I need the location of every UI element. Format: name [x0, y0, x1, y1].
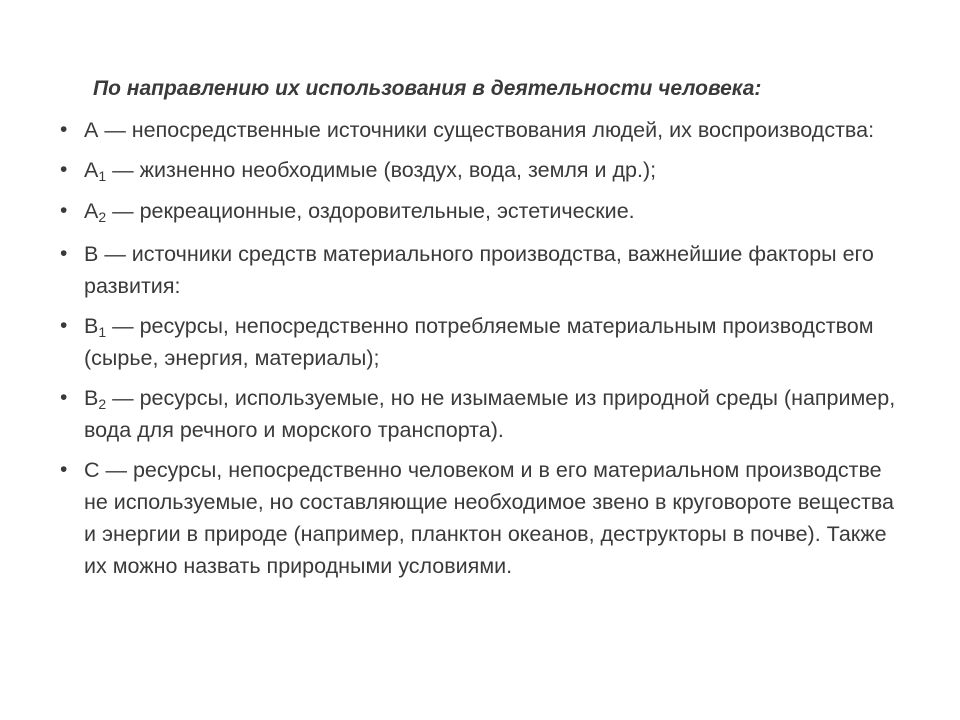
list-item — [60, 195, 910, 227]
bullet-text — [84, 314, 874, 370]
item-description: — ресурсы, используемые, но не изымаемые из природной среды (например, вода для речного и морского транспорта). — [84, 386, 896, 442]
item-description: — рекреационные, оздоровительные, эстетические. — [106, 199, 635, 223]
item-letter: В — [84, 386, 99, 410]
list-item — [60, 114, 910, 146]
list-item — [60, 154, 910, 186]
slide-heading: По направлению их использования в деятельности человека: — [93, 77, 762, 100]
item-subscript: 1 — [98, 324, 107, 340]
bullet-text — [84, 199, 635, 223]
item-letter: А — [84, 118, 99, 142]
bullet-text — [84, 386, 895, 442]
item-description: — ресурсы, непосредственно человеком и в его материальном производстве не используемые, но составляющие необходимое звено в круговороте вещества и энергии в природе (например, планктон океанов, деструкторы в почве). Также их можно назвать природными условиями. — [84, 458, 894, 578]
item-description: — непосредственные источники существования людей, их воспроизводства: — [98, 118, 875, 142]
bullet-text — [84, 158, 656, 182]
bullet-text — [84, 242, 874, 298]
item-subscript: 2 — [98, 209, 107, 225]
bullet-text — [84, 458, 894, 578]
bullet-icon: • — [60, 158, 68, 181]
item-letter: А — [84, 199, 99, 223]
bullet-icon: • — [60, 458, 68, 481]
item-subscript: 2 — [98, 396, 107, 412]
item-subscript: 1 — [98, 168, 107, 184]
bullet-list — [60, 114, 910, 582]
bullet-icon: • — [60, 314, 68, 337]
bullet-icon: • — [60, 118, 68, 141]
list-item — [60, 454, 910, 582]
list-item — [60, 310, 910, 374]
bullet-icon: • — [60, 199, 68, 222]
item-description: — ресурсы, непосредственно потребляемые материальным производством (сырье, энергия, материалы); — [84, 314, 874, 370]
item-letter: А — [84, 158, 99, 182]
item-description: — источники средств материального производства, важнейшие факторы его развития: — [84, 242, 874, 298]
bullet-icon: • — [60, 386, 68, 409]
bullet-text — [84, 118, 874, 142]
item-letter: С — [84, 458, 100, 482]
item-letter: В — [84, 242, 99, 266]
item-description: — жизненно необходимые (воздух, вода, земля и др.); — [106, 158, 657, 182]
item-letter: В — [84, 314, 99, 338]
list-item — [60, 238, 910, 302]
list-item — [60, 382, 910, 446]
bullet-icon: • — [60, 242, 68, 265]
